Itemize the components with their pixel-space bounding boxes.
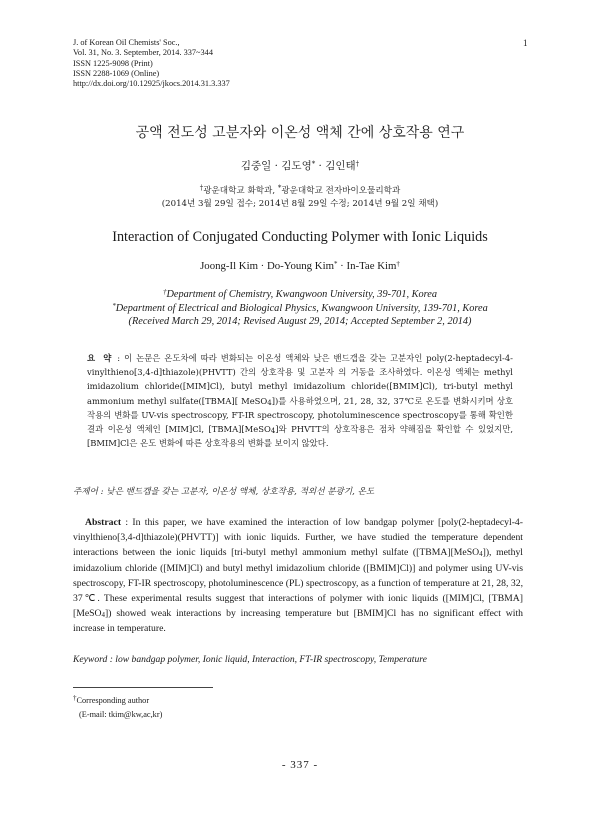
keywords-label: Keyword bbox=[73, 654, 108, 665]
english-affiliations bbox=[0, 288, 600, 329]
corresponding-mark: † bbox=[73, 694, 77, 702]
label-colon: : bbox=[113, 353, 125, 363]
keywords-text: low bandgap polymer, Ionic liquid, Interaction, FT-IR spectroscopy, Temperature bbox=[115, 654, 427, 665]
korean-affiliations bbox=[0, 185, 600, 211]
journal-header bbox=[73, 38, 230, 89]
affiliation: Department of Electrical and Biological Physics, Kwangwoon University, 139-701, Korea bbox=[115, 302, 488, 314]
author-name: Do-Young Kim bbox=[266, 260, 334, 272]
corresponding-mark: † bbox=[396, 260, 400, 268]
abstract-label: Abstract bbox=[85, 517, 122, 528]
keywords-label: 주제어 bbox=[73, 487, 98, 497]
author-name: Joong-Il Kim bbox=[200, 260, 258, 272]
subscript: 4 bbox=[479, 550, 483, 559]
doi-link[interactable]: http://dx.doi.org/10.12925/jkocs.2014.31.3.337 bbox=[73, 79, 230, 89]
english-dates: (Received March 29, 2014; Revised August 29, 2014; Accepted September 2, 2014) bbox=[128, 316, 472, 328]
affiliation-mark: * bbox=[277, 184, 282, 192]
subscript: 4 bbox=[101, 611, 106, 620]
label-colon: : bbox=[121, 517, 133, 528]
korean-title: 공액 전도성 고분자와 이온성 액체 간에 상호작용 연구 bbox=[135, 125, 465, 141]
author-separator: · bbox=[271, 160, 282, 172]
affiliation: Department of Chemistry, Kwangwoon University, 39-701, Korea bbox=[166, 289, 437, 300]
korean-dates: (2014년 3월 29일 접수; 2014년 8월 29일 수정; 2014년 9월 2일 채택) bbox=[161, 199, 439, 209]
abstract-text: ]와 PHVTT의 상호작용은 점차 약해짐을 확인할 수 있었지만, [BMIM]Cl은 온도 변화에 따른 상호작용의 변화를 보이지 않았다. bbox=[87, 424, 513, 449]
author-separator: · bbox=[257, 260, 267, 272]
author-name: 김도영 bbox=[281, 160, 312, 172]
page-marker: 1 bbox=[523, 38, 528, 48]
abstract-label: 요 약 bbox=[87, 353, 114, 363]
affiliation-mark: † bbox=[163, 288, 167, 296]
subscript: 4 bbox=[267, 398, 272, 407]
korean-keywords bbox=[73, 485, 523, 497]
journal-volume: Vol. 31, No. 3. September, 2014. 337~344 bbox=[73, 48, 213, 58]
footnote-divider bbox=[73, 687, 213, 688]
abstract-text: In this paper, we have examined the interaction of low bandgap polymer [poly(2-heptadecyl-4-vinylthieno[3,4-d]thiazole)(PHVTT)] with ionic liquids. Further, we have studied the temperature dependent interactions between the ionic liquids [tri-butyl methyl ammonium methyl sulfate ([TBMA][MeSO bbox=[73, 517, 523, 559]
issn-print: ISSN 1225-9098 (Print) bbox=[73, 58, 153, 68]
journal-name: J. of Korean Oil Chemists' Soc., bbox=[73, 38, 180, 47]
author-name: 김중일 bbox=[240, 160, 272, 172]
affiliation-line bbox=[0, 302, 600, 316]
issn-online: ISSN 2288-1069 (Online) bbox=[73, 68, 160, 78]
subscript: 4 bbox=[270, 427, 276, 436]
affiliation: 광운대학교 화학과, bbox=[203, 186, 278, 196]
corresponding-mark: † bbox=[355, 160, 360, 168]
footnote-line bbox=[73, 694, 162, 708]
affiliation-mark: † bbox=[199, 184, 204, 192]
korean-authors bbox=[0, 158, 600, 173]
author-name: 김인태 bbox=[325, 160, 356, 172]
english-keywords bbox=[73, 654, 523, 665]
english-title: Interaction of Conjugated Conducting Polymer with Ionic Liquids bbox=[112, 229, 488, 245]
footnote bbox=[73, 694, 162, 721]
affiliation-line bbox=[0, 288, 600, 302]
author-mark: * bbox=[333, 260, 338, 268]
author-separator: · bbox=[337, 260, 347, 272]
affiliation: 광운대학교 전자바이오물리학과 bbox=[281, 186, 401, 196]
footnote-email: (E-mail: tkim@kw,ac,kr) bbox=[79, 709, 163, 719]
affiliation-line bbox=[0, 185, 600, 198]
author-mark: * bbox=[311, 160, 316, 168]
label-colon: : bbox=[97, 487, 107, 497]
korean-abstract bbox=[87, 351, 513, 450]
author-separator: · bbox=[315, 160, 326, 172]
affiliation-mark: * bbox=[112, 301, 116, 310]
footnote-label: Corresponding author bbox=[76, 696, 150, 705]
keywords-text: 낮은 밴드갭을 갖는 고분자, 이온성 액체, 상호작용, 적외선 분광기, 온도 bbox=[106, 487, 375, 497]
english-authors bbox=[0, 260, 600, 272]
label-colon: : bbox=[107, 654, 116, 665]
author-name: In-Tae Kim bbox=[346, 260, 397, 272]
abstract-text: 이 논문은 온도차에 따라 변화되는 이온성 액체와 낮은 밴드갭을 갖는 고분자인 poly(2-heptadecyl-4-vinylthieno[3,4-d]thiazole)(PHVTT) 간의 상호작용 및 고분자 의 거동을 조사하였다. 이온성 액체는 methyl imidazolium chloride([MIM]Cl), butyl methyl imidazolium chloride([BMIM]Cl), tri-butyl methyl ammonium methyl sulfate([TBMA][ MeSO bbox=[87, 353, 513, 406]
abstract-text: ])를 사용하였으며, 21, 28, 32, 37℃로 온도를 변화시키며 상호작용의 변화를 UV-vis spectroscopy, FT-IR spectroscopy, photoluminescence spectroscopy를 통해 확인한 결과 이온성 액체인 [MIM]Cl, [TBMA][MeSO bbox=[87, 395, 513, 435]
english-abstract bbox=[73, 515, 523, 637]
abstract-text: ]) showed weak interactions by increasing temperature but [BMIM]Cl has no significant effect with increase in temperature. bbox=[73, 608, 523, 635]
abstract-text: ]), methyl imidazolium chloride ([MIM]Cl) and butyl methyl imidazolium chloride ([BMIM]Cl)] and polymer using UV-vis spectroscopy, FT-IR spectroscopy, photoluminescence (PL) spectroscopy, as a function of temperature at 21, 28, 32, 37℃. These experimental results suggest that interactions of polymer with ionic liquids ([MIM]Cl, [TBMA][MeSO bbox=[73, 547, 524, 620]
page-number: - 337 - bbox=[281, 759, 319, 771]
